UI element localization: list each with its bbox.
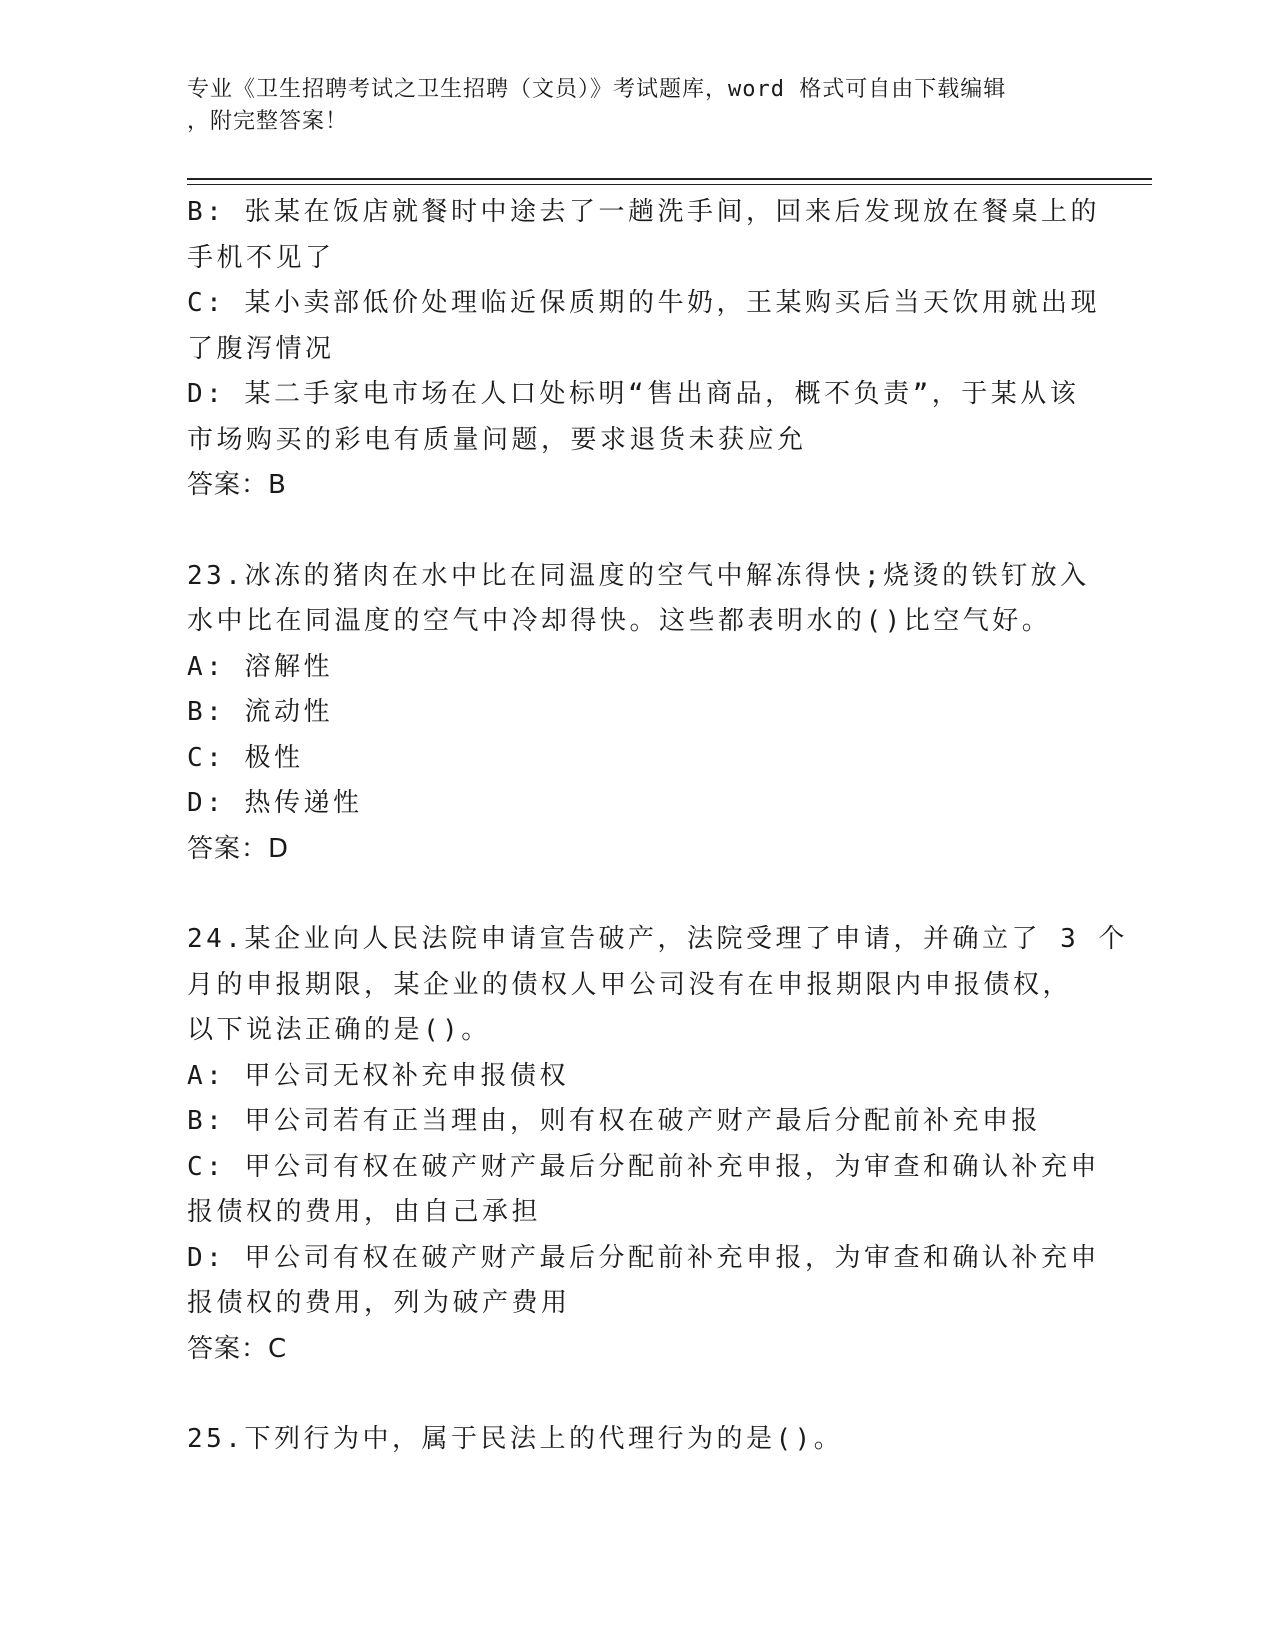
question-stem-continued: 水中比在同温度的空气中冷却得快。这些都表明水的()比空气好。 bbox=[187, 606, 1052, 636]
option-d-continued: 报债权的费用，列为破产费用 bbox=[187, 1288, 571, 1318]
question-stem: 24.某企业向人民法院申请宣告破产，法院受理了申请，并确立了 3 个 bbox=[187, 924, 1128, 954]
answer-line: 答案：C bbox=[187, 1333, 288, 1364]
option-d: D: 热传递性 bbox=[187, 788, 363, 818]
question-24 bbox=[187, 917, 1128, 1372]
option-d: D: 某二手家电市场在人口处标明“售出商品，概不负责”，于某从该 bbox=[187, 379, 1080, 409]
question-25 bbox=[187, 1417, 1087, 1463]
answer-line: 答案：D bbox=[187, 833, 290, 864]
header-title-line-2: ，附完整答案！ bbox=[187, 109, 349, 134]
option-a: A: 溶解性 bbox=[187, 651, 333, 682]
question-stem-continued: 月的申报期限，某企业的债权人甲公司没有在申报期限内申报债权， bbox=[187, 969, 1073, 1000]
option-c-continued: 报债权的费用，由自己承担 bbox=[187, 1197, 542, 1227]
question-spacer bbox=[187, 872, 1087, 917]
question-stem: 25.下列行为中，属于民法上的代理行为的是()。 bbox=[187, 1424, 844, 1454]
option-d-continued: 市场购买的彩电有质量问题，要求退货未获应允 bbox=[187, 424, 807, 455]
option-b: B: 流动性 bbox=[187, 697, 333, 727]
option-b: B: 张某在饭店就餐时中途去了一趟洗手间，回来后发现放在餐桌上的 bbox=[187, 197, 1100, 227]
question-spacer bbox=[187, 1372, 1087, 1417]
option-c: C: 极性 bbox=[187, 742, 304, 773]
question-23 bbox=[187, 554, 1090, 873]
question-stem: 23.冰冻的猪肉在水中比在同温度的空气中解冻得快;烧烫的铁钉放入 bbox=[187, 560, 1090, 591]
document-header bbox=[187, 74, 1067, 138]
question-22-tail bbox=[187, 190, 1100, 509]
option-b-continued: 手机不见了 bbox=[187, 242, 335, 273]
header-title-line-1: 专业《卫生招聘考试之卫生招聘（文员）》考试题库，word 格式可自由下载编辑 bbox=[187, 77, 1007, 102]
option-a: A: 甲公司无权补充申报债权 bbox=[187, 1060, 569, 1091]
option-b: B: 甲公司若有正当理由，则有权在破产财产最后分配前补充申报 bbox=[187, 1106, 1041, 1136]
option-c-continued: 了腹泻情况 bbox=[187, 333, 335, 364]
option-d: D: 甲公司有权在破产财产最后分配前补充申报，为审查和确认补充申 bbox=[187, 1242, 1100, 1273]
option-c: C: 甲公司有权在破产财产最后分配前补充申报，为审查和确认补充申 bbox=[187, 1151, 1100, 1182]
answer-line: 答案：B bbox=[187, 470, 287, 500]
question-stem-continued: 以下说法正确的是()。 bbox=[187, 1015, 491, 1045]
header-divider-thick bbox=[187, 178, 1152, 180]
question-content bbox=[187, 190, 1128, 1463]
option-c: C: 某小卖部低价处理临近保质期的牛奶，王某购买后当天饮用就出现 bbox=[187, 288, 1100, 318]
question-spacer bbox=[187, 509, 1087, 554]
header-divider-thin bbox=[187, 184, 1152, 185]
